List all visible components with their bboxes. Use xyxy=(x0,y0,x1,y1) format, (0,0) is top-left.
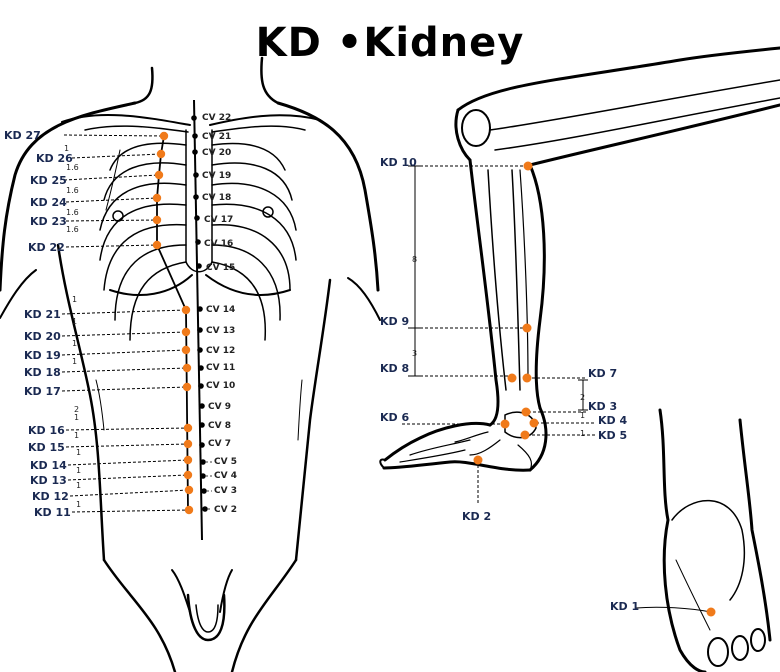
torso-measure: 1 xyxy=(76,448,82,457)
label-cv-15: CV 15 xyxy=(206,263,236,273)
point-cv-9 xyxy=(199,403,205,409)
cv-midline xyxy=(194,100,202,540)
point-kd-24 xyxy=(153,194,161,202)
leader-kd-15 xyxy=(66,444,188,447)
label-cv-14: CV 14 xyxy=(206,305,236,315)
point-kd-14 xyxy=(184,456,192,464)
point-cv-22 xyxy=(191,115,197,121)
label-kd-7: KD 7 xyxy=(588,367,618,380)
point-cv-8 xyxy=(199,422,205,428)
torso-measure: 1 xyxy=(74,431,80,440)
point-kd-1 xyxy=(707,608,716,617)
point-cv-5 xyxy=(200,459,206,465)
point-kd-2 xyxy=(474,456,483,465)
point-kd-8 xyxy=(508,374,517,383)
leader-kd-26 xyxy=(72,154,161,158)
point-kd-7 xyxy=(523,374,532,383)
label-kd-27: KD 27 xyxy=(4,129,41,142)
leader-kd-17 xyxy=(62,387,187,391)
point-cv-4 xyxy=(200,473,206,479)
point-kd-26 xyxy=(157,150,165,158)
label-kd-5: KD 5 xyxy=(598,429,628,442)
leader-kd-27 xyxy=(64,135,164,136)
torso-measure: 1 xyxy=(76,500,82,509)
torso-measure: 1.6 xyxy=(66,186,79,195)
label-cv-7: CV 7 xyxy=(208,439,231,449)
point-kd-5 xyxy=(521,431,530,440)
point-cv-3 xyxy=(201,488,207,494)
leg-measure: 1 xyxy=(580,429,586,438)
torso-measure: 1 xyxy=(76,481,82,490)
point-kd-22 xyxy=(153,241,161,249)
point-cv-13 xyxy=(197,327,203,333)
label-kd-22: KD 22 xyxy=(28,241,65,254)
label-cv-17: CV 17 xyxy=(204,215,234,225)
torso-measure: 1 xyxy=(72,295,78,304)
sole-illustration xyxy=(660,410,770,672)
leader-kd-22 xyxy=(66,245,157,247)
label-kd-13: KD 13 xyxy=(30,474,67,487)
point-kd-4 xyxy=(530,419,539,428)
point-cv-20 xyxy=(192,149,198,155)
label-kd-17: KD 17 xyxy=(24,385,61,398)
point-cv-21 xyxy=(192,133,198,139)
label-cv-3: CV 3 xyxy=(214,486,237,496)
label-kd-3: KD 3 xyxy=(588,400,618,413)
label-kd-23: KD 23 xyxy=(30,215,67,228)
label-kd-19: KD 19 xyxy=(24,349,61,362)
point-kd-21 xyxy=(182,306,190,314)
torso-measure: 1 xyxy=(72,357,78,366)
point-kd-13 xyxy=(184,471,192,479)
label-cv-18: CV 18 xyxy=(202,193,232,203)
leader-kd-12 xyxy=(70,490,189,496)
leader-kd-25 xyxy=(64,175,159,180)
label-kd-25: KD 25 xyxy=(30,174,67,187)
leader-kd-20 xyxy=(62,332,186,336)
label-kd-24: KD 24 xyxy=(30,196,67,209)
label-kd-4: KD 4 xyxy=(598,414,628,427)
label-cv-8: CV 8 xyxy=(208,421,231,431)
torso-measure: 1 xyxy=(72,339,78,348)
point-kd-11 xyxy=(185,506,193,514)
point-kd-15 xyxy=(184,440,192,448)
point-kd-9 xyxy=(523,324,532,333)
point-cv-19 xyxy=(193,172,199,178)
point-cv-7 xyxy=(199,442,205,448)
label-cv-5: CV 5 xyxy=(214,457,237,467)
label-kd-6: KD 6 xyxy=(380,411,410,424)
label-kd-16: KD 16 xyxy=(28,424,65,437)
point-kd-17 xyxy=(183,383,191,391)
point-kd-6 xyxy=(501,420,510,429)
torso-illustration xyxy=(0,58,380,672)
leader-kd-18 xyxy=(62,368,187,372)
torso-measure: 1 xyxy=(64,144,70,153)
label-kd-26: KD 26 xyxy=(36,152,73,165)
label-kd-14: KD 14 xyxy=(30,459,67,472)
torso-measure: 1 xyxy=(72,317,78,326)
point-cv-2 xyxy=(202,506,208,512)
point-cv-10 xyxy=(198,383,204,389)
label-kd-21: KD 21 xyxy=(24,308,61,321)
point-kd-16 xyxy=(184,424,192,432)
leader-kd-11 xyxy=(72,510,189,512)
label-kd-9: KD 9 xyxy=(380,315,410,328)
label-kd-15: KD 15 xyxy=(28,441,65,454)
label-kd-18: KD 18 xyxy=(24,366,61,379)
leg-measure: 3 xyxy=(412,349,418,358)
point-kd-18 xyxy=(183,364,191,372)
leader-kd-16 xyxy=(66,428,188,430)
label-cv-9: CV 9 xyxy=(208,402,231,412)
point-cv-16 xyxy=(195,239,201,245)
torso-measure: 1.6 xyxy=(66,208,79,217)
label-cv-21: CV 21 xyxy=(202,132,232,142)
torso-measure: 1.6 xyxy=(66,163,79,172)
point-kd-10 xyxy=(524,162,533,171)
point-kd-12 xyxy=(185,486,193,494)
label-cv-10: CV 10 xyxy=(206,381,236,391)
point-cv-15 xyxy=(196,263,202,269)
diagram-title: KD •Kidney xyxy=(255,20,525,66)
point-kd-19 xyxy=(182,346,190,354)
point-kd-20 xyxy=(182,328,190,336)
leg-measure: 1 xyxy=(580,411,586,420)
leader-kd-21 xyxy=(62,310,186,314)
label-cv-20: CV 20 xyxy=(202,148,232,158)
point-cv-12 xyxy=(197,347,203,353)
torso-measure: 1 xyxy=(74,413,80,422)
point-cv-11 xyxy=(198,365,204,371)
torso-measure: 1.6 xyxy=(66,225,79,234)
point-cv-14 xyxy=(197,306,203,312)
label-kd-1: KD 1 xyxy=(610,600,640,613)
label-cv-12: CV 12 xyxy=(206,346,236,356)
label-kd-8: KD 8 xyxy=(380,362,410,375)
label-cv-2: CV 2 xyxy=(214,505,237,515)
point-kd-27 xyxy=(160,132,168,140)
label-kd-12: KD 12 xyxy=(32,490,69,503)
leg-measure: 2 xyxy=(580,393,586,402)
leg-illustration xyxy=(380,48,780,470)
leader-kd-13 xyxy=(68,475,188,480)
torso-measure: 2 xyxy=(74,405,80,414)
label-cv-22: CV 22 xyxy=(202,113,232,123)
label-cv-11: CV 11 xyxy=(206,363,236,373)
leg-measure-bar xyxy=(408,166,588,410)
point-kd-23 xyxy=(153,216,161,224)
point-cv-18 xyxy=(193,194,199,200)
point-kd-3 xyxy=(522,408,531,417)
point-kd-25 xyxy=(155,171,163,179)
label-cv-19: CV 19 xyxy=(202,171,232,181)
kd-torso-channel-line xyxy=(157,136,188,510)
leader-kd-24 xyxy=(66,198,157,202)
label-cv-4: CV 4 xyxy=(214,471,237,481)
label-cv-13: CV 13 xyxy=(206,326,236,336)
torso-measure: 1 xyxy=(76,466,82,475)
leg-measure: 8 xyxy=(412,255,418,264)
label-kd-2: KD 2 xyxy=(462,510,492,523)
label-kd-20: KD 20 xyxy=(24,330,61,343)
leader-kd-23 xyxy=(66,220,157,221)
point-cv-17 xyxy=(194,215,200,221)
label-kd-11: KD 11 xyxy=(34,506,71,519)
leader-kd-14 xyxy=(68,460,188,465)
label-kd-10: KD 10 xyxy=(380,156,417,169)
label-cv-16: CV 16 xyxy=(204,239,234,249)
